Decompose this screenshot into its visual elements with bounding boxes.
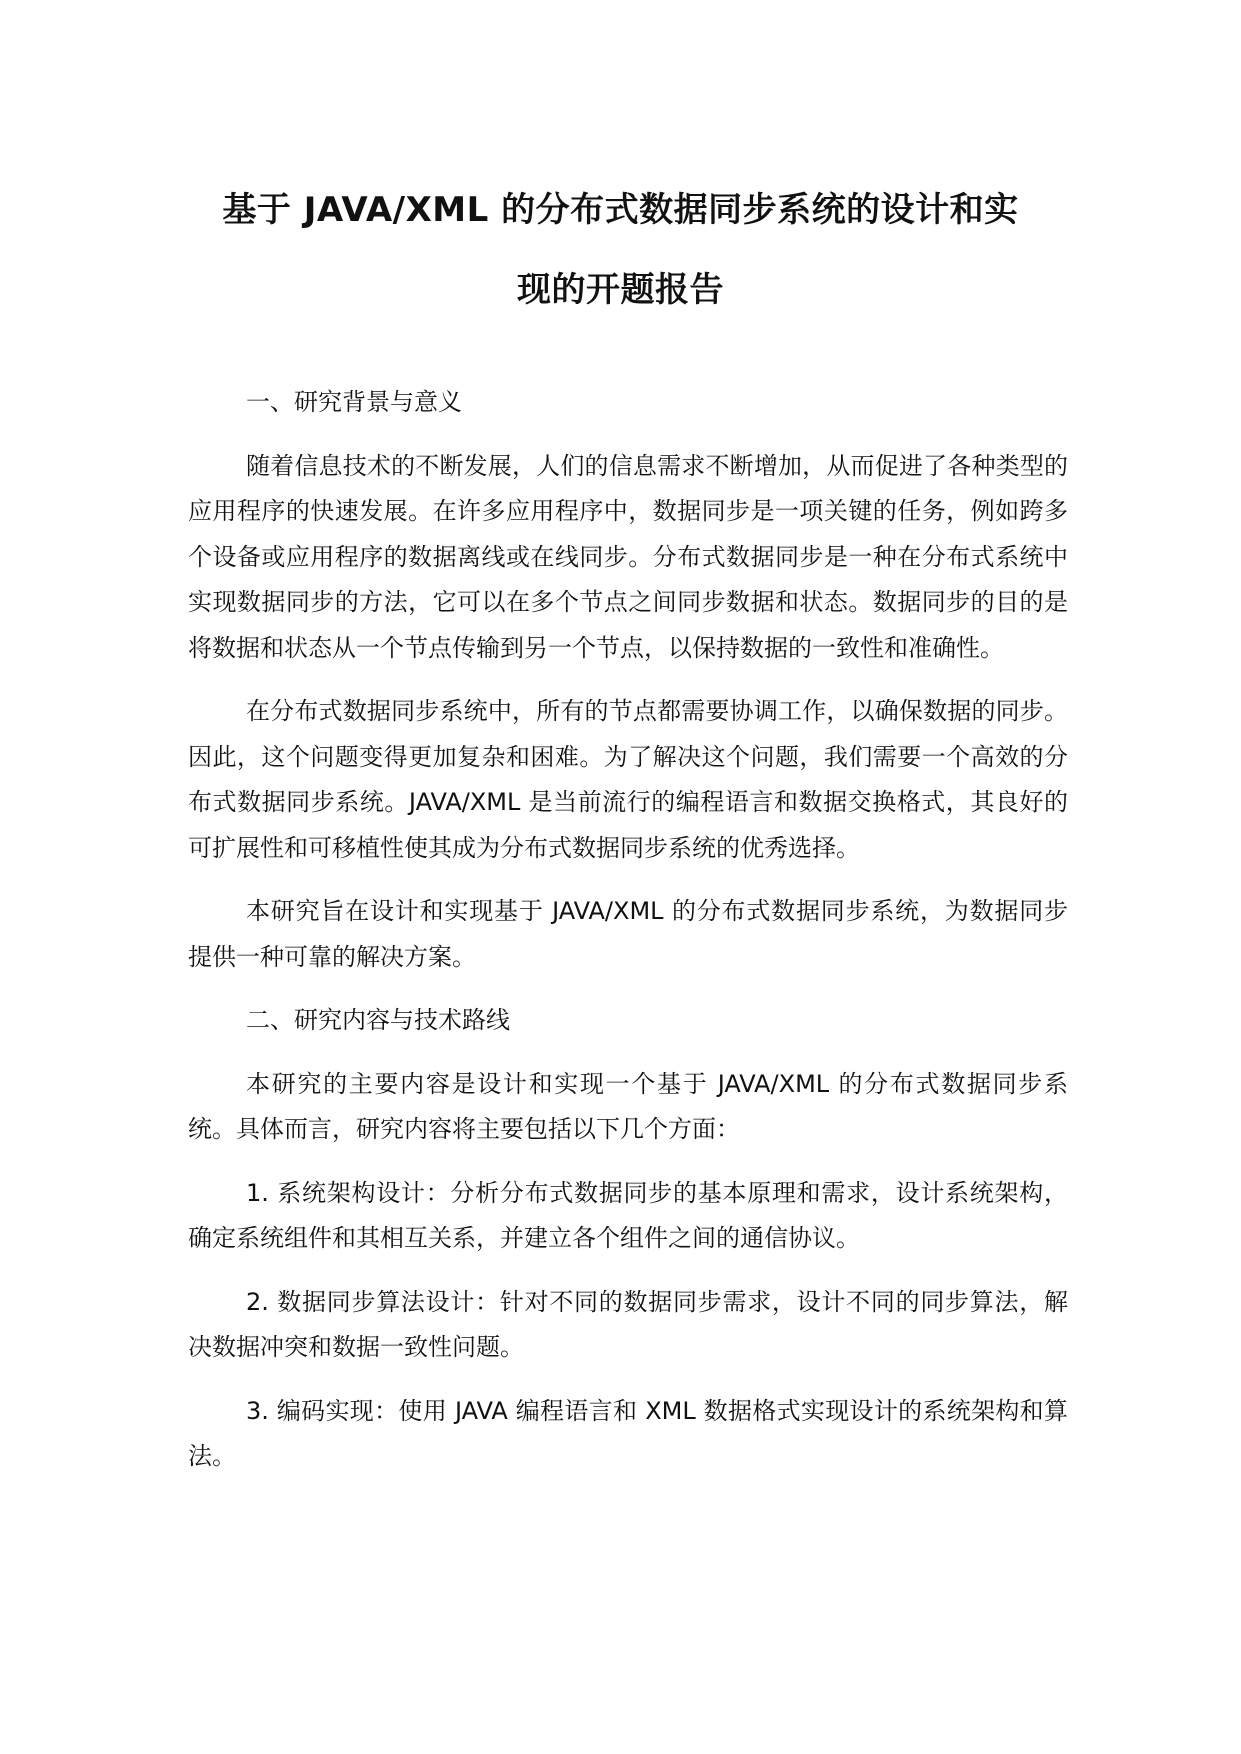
paragraph-background-2: 在分布式数据同步系统中，所有的节点都需要协调工作，以确保数据的同步。因此，这个问题变得更加复杂和困难。为了解决这个问题，我们需要一个高效的分布式数据同步系统。JAVA/XML 是当前流行的编程语言和数据交换格式，其良好的可扩展性和可移植性使其成为分布式数据同步系统的优秀选择。 — [188, 697, 1068, 862]
list-item-implementation: 3. 编码实现：使用 JAVA 编程语言和 XML 数据格式实现设计的系统架构和算法。 — [188, 1396, 1068, 1470]
document-title — [150, 170, 1091, 330]
list-item-algorithm: 2. 数据同步算法设计：针对不同的数据同步需求，设计不同的同步算法，解决数据冲突和数据一致性问题。 — [188, 1287, 1068, 1361]
list-item-architecture: 1. 系统架构设计：分析分布式数据同步的基本原理和需求，设计系统架构，确定系统组件和其相互关系，并建立各个组件之间的通信协议。 — [188, 1178, 1068, 1252]
section-heading-content: 二、研究内容与技术路线 — [246, 1006, 510, 1034]
document-body — [188, 380, 1068, 1480]
paragraph-content-intro: 本研究的主要内容是设计和实现一个基于 JAVA/XML 的分布式数据同步系统。具体而言，研究内容将主要包括以下几个方面： — [188, 1069, 1068, 1143]
section-heading-background: 一、研究背景与意义 — [246, 388, 462, 416]
paragraph-background-1: 随着信息技术的不断发展，人们的信息需求不断增加，从而促进了各种类型的应用程序的快速发展。在许多应用程序中，数据同步是一项关键的任务，例如跨多个设备或应用程序的数据离线或在线同步。分布式数据同步是一种在分布式系统中实现数据同步的方法，它可以在多个节点之间同步数据和状态。数据同步的目的是将数据和状态从一个节点传输到另一个节点，以保持数据的一致性和准确性。 — [188, 451, 1068, 662]
paragraph-background-3: 本研究旨在设计和实现基于 JAVA/XML 的分布式数据同步系统，为数据同步提供一种可靠的解决方案。 — [188, 897, 1068, 971]
title-line-1: 基于 JAVA/XML 的分布式数据同步系统的设计和实 — [222, 190, 1019, 230]
title-line-2: 现的开题报告 — [517, 270, 724, 310]
